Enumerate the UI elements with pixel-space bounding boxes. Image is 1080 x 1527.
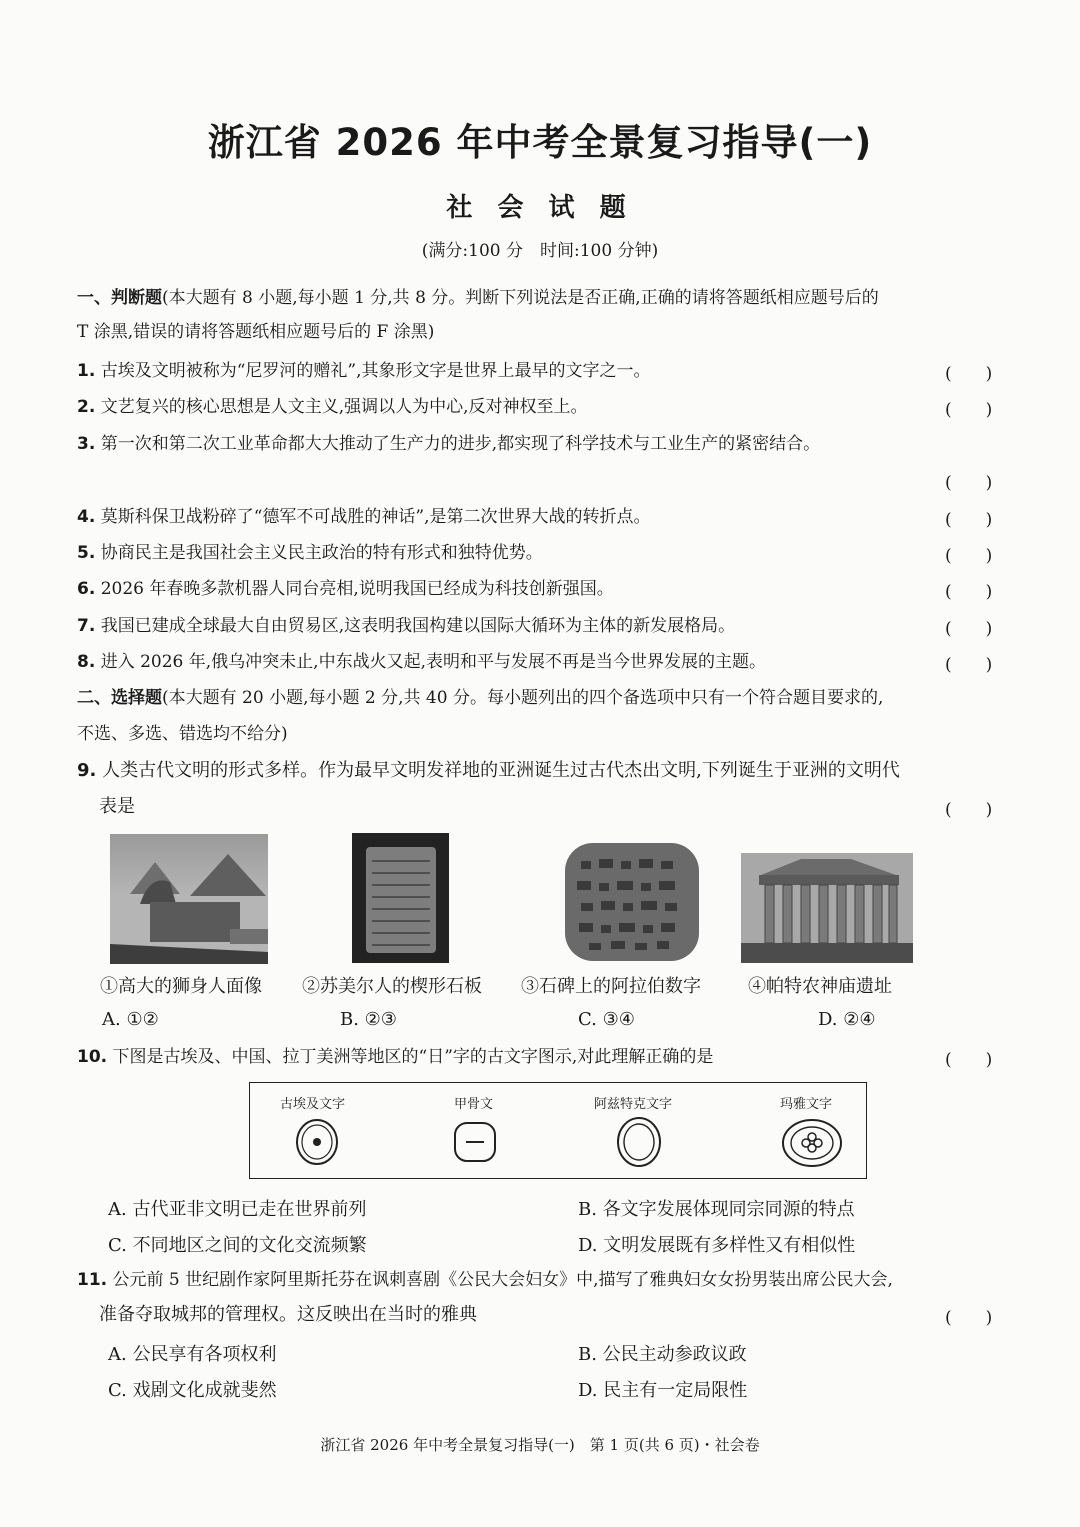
- figure-label: 阿兹特克文字: [594, 1097, 673, 1112]
- option-b[interactable]: B. 各文字发展体现同宗同源的特点: [578, 1199, 855, 1220]
- section2-instr-line1: (本大题有 20 小题,每小题 2 分,共 40 分。每小题列出的四个备选项中只有一个符合题目要求的,: [162, 688, 884, 708]
- question-text: 进入 2026 年,俄乌冲突未止,中东战火又起,表明和平与发展不再是当今世界发展的主题。: [100, 652, 766, 672]
- section2-instructions: [77, 686, 1007, 710]
- question-text: 公元前 5 世纪剧作家阿里斯托芬在讽刺喜剧《公民大会妇女》中,描写了雅典妇女女扮男装出席公民大会,: [112, 1270, 893, 1290]
- question-10: [77, 1045, 1007, 1069]
- answer-blank[interactable]: ( ): [945, 400, 993, 420]
- question-8: [77, 650, 1007, 674]
- question-number: 2.: [77, 397, 96, 417]
- stone-tablet-photo: [563, 841, 701, 963]
- option-c[interactable]: C. 戏剧文化成就斐然: [108, 1380, 277, 1401]
- answer-blank[interactable]: ( ): [945, 364, 993, 384]
- section1-instructions: [77, 286, 1007, 310]
- question-text: 2026 年春晚多款机器人同台亮相,说明我国已经成为科技创新强国。: [100, 579, 614, 599]
- option-c[interactable]: C. 不同地区之间的文化交流频繁: [108, 1235, 367, 1256]
- photo-caption: ④帕特农神庙遗址: [748, 976, 892, 997]
- option-b[interactable]: B. 公民主动参政议政: [578, 1344, 747, 1365]
- question-number: 8.: [77, 652, 96, 672]
- option-a[interactable]: A. ①②: [102, 1009, 159, 1030]
- question-3: [77, 432, 1007, 456]
- page-subtitle: 社 会 试 题: [446, 193, 634, 223]
- question-text: 莫斯科保卫战粉碎了“德军不可战胜的神话”,是第二次世界大战的转折点。: [100, 507, 651, 527]
- question-11-line2: 准备夺取城邦的管理权。这反映出在当时的雅典: [99, 1304, 477, 1325]
- option-c[interactable]: C. ③④: [578, 1009, 635, 1030]
- question-number: 4.: [77, 507, 96, 527]
- exam-meta: (满分:100 分 时间:100 分钟): [421, 241, 659, 261]
- answer-blank[interactable]: ( ): [945, 1050, 993, 1070]
- sun-character-figure: [249, 1082, 867, 1179]
- question-number: 6.: [77, 579, 96, 599]
- answer-blank[interactable]: ( ): [945, 655, 993, 675]
- section1-heading: 一、判断题: [77, 288, 162, 308]
- answer-blank[interactable]: ( ): [945, 510, 993, 530]
- question-5: [77, 541, 1007, 565]
- page-footer: 浙江省 2026 年中考全景复习指导(一) 第 1 页(共 6 页)・社会卷: [320, 1436, 760, 1454]
- answer-blank[interactable]: ( ): [945, 800, 993, 820]
- question-text: 古埃及文明被称为“尼罗河的赠礼”,其象形文字是世界上最早的文字之一。: [100, 361, 651, 381]
- answer-blank[interactable]: ( ): [945, 546, 993, 566]
- question-text: 第一次和第二次工业革命都大大推动了生产力的进步,都实现了科学技术与工业生产的紧密结合。: [100, 434, 821, 454]
- oracle-bone-sun-glyph: [450, 1119, 500, 1165]
- question-text: 协商民主是我国社会主义民主政治的特有形式和独特优势。: [100, 543, 543, 563]
- sphinx-photo: [110, 834, 268, 964]
- question-text: 我国已建成全球最大自由贸易区,这表明我国构建以国际大循环为主体的新发展格局。: [100, 616, 736, 636]
- aztec-sun-glyph: [614, 1115, 664, 1169]
- answer-blank[interactable]: ( ): [945, 473, 993, 493]
- question-text: 文艺复兴的核心思想是人文主义,强调以人为中心,反对神权至上。: [100, 397, 588, 417]
- photo-caption: ①高大的狮身人面像: [100, 976, 262, 997]
- question-number: 11.: [77, 1270, 108, 1290]
- question-9-line2: 表是: [99, 796, 135, 817]
- question-number: 3.: [77, 434, 96, 454]
- question-number: 9.: [77, 760, 97, 781]
- question-4: [77, 505, 1007, 529]
- question-1: [77, 359, 1007, 383]
- option-b[interactable]: B. ②③: [340, 1009, 397, 1030]
- option-a[interactable]: A. 公民享有各项权利: [108, 1344, 277, 1365]
- section2-heading: 二、选择题: [77, 688, 162, 708]
- question-number: 7.: [77, 616, 96, 636]
- question-6: [77, 577, 1007, 601]
- maya-sun-glyph: [780, 1117, 844, 1169]
- answer-blank[interactable]: ( ): [945, 619, 993, 639]
- question-9: [77, 759, 1007, 783]
- option-d[interactable]: D. 民主有一定局限性: [578, 1380, 748, 1401]
- answer-blank[interactable]: ( ): [945, 582, 993, 602]
- figure-label: 甲骨文: [454, 1097, 494, 1112]
- question-2: [77, 395, 1007, 419]
- section1-instr-line2: T 涂黑,错误的请将答题纸相应题号后的 F 涂黑): [77, 322, 435, 342]
- question-number: 5.: [77, 543, 96, 563]
- question-text: 人类古代文明的形式多样。作为最早文明发祥地的亚洲诞生过古代杰出文明,下列诞生于亚洲的文明代: [102, 760, 900, 781]
- question-text: 下图是古埃及、中国、拉丁美洲等地区的“日”字的古文字图示,对此理解正确的是: [112, 1047, 714, 1067]
- figure-label: 玛雅文字: [780, 1097, 833, 1112]
- question-7: [77, 614, 1007, 638]
- question-11: [77, 1268, 1007, 1292]
- question-number: 1.: [77, 361, 96, 381]
- option-a[interactable]: A. 古代亚非文明已走在世界前列: [108, 1199, 367, 1220]
- option-d[interactable]: D. ②④: [818, 1009, 876, 1030]
- option-d[interactable]: D. 文明发展既有多样性又有相似性: [578, 1235, 856, 1256]
- figure-label: 古埃及文字: [280, 1097, 346, 1112]
- cuneiform-tablet-photo: [352, 833, 449, 963]
- photo-caption: ②苏美尔人的楔形石板: [302, 976, 482, 997]
- question-number: 10.: [77, 1047, 108, 1067]
- answer-blank[interactable]: ( ): [945, 1308, 993, 1328]
- photo-caption: ③石碑上的阿拉伯数字: [521, 976, 701, 997]
- egyptian-sun-glyph: [292, 1117, 342, 1167]
- page-title: 浙江省 2026 年中考全景复习指导(一): [207, 121, 873, 164]
- parthenon-photo: [741, 853, 913, 963]
- section1-instr-line1: (本大题有 8 小题,每小题 1 分,共 8 分。判断下列说法是否正确,正确的请将答题纸相应题号后的: [162, 288, 879, 308]
- section2-instr-line2: 不选、多选、错选均不给分): [77, 724, 288, 744]
